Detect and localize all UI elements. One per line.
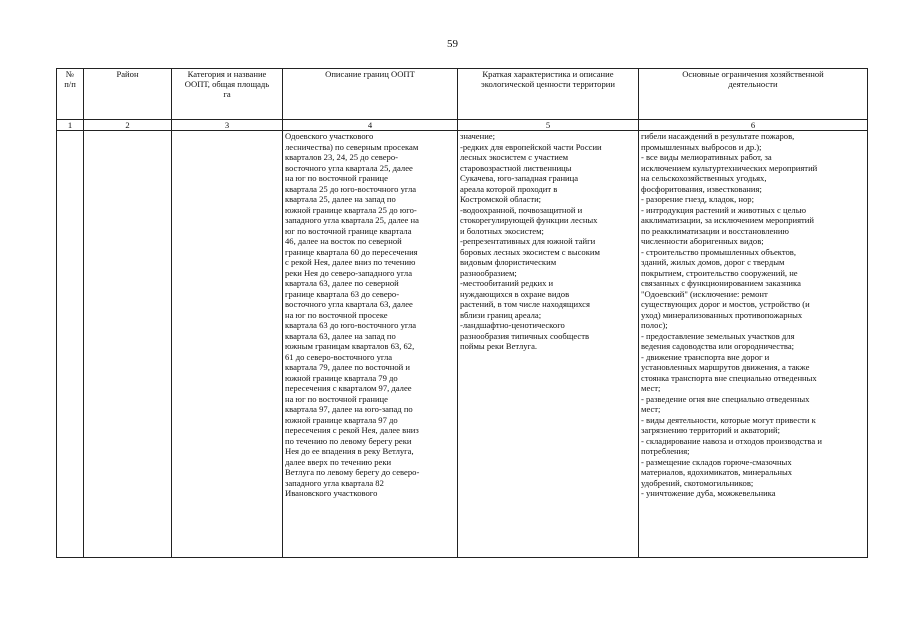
cell-text-line: старовозрастной лиственницы: [460, 162, 572, 173]
col-number: 2: [84, 120, 172, 131]
cell-text-line: южной границе квартала 97 до: [285, 414, 398, 425]
cell-text-line: Ветлуга по левому берегу до северо-: [285, 467, 420, 477]
cell-text-line: и болотных экосистем;: [460, 225, 544, 236]
cell-text-line: боровых лесных экосистем с высоким: [460, 246, 600, 257]
cell-no: [57, 131, 84, 558]
cell-text-line: поймы реки Ветлуга.: [460, 341, 538, 351]
cell-text-line: на юг по восточной просеке: [285, 309, 388, 320]
cell-text-line: на сельскохозяйственных угодьях,: [641, 173, 767, 183]
cell-text-line: квартала 25, далее на запад по: [285, 194, 396, 204]
cell-text-line: лесных экосистем с участием: [460, 152, 569, 162]
col-header-restrictions: [639, 69, 868, 120]
cell-text-line: лесничества) по северным просекам: [285, 141, 419, 152]
cell-text-line: -ландшафтно-ценотического: [460, 320, 565, 330]
col-header-boundaries: [283, 69, 458, 120]
cell-text-line: пересечения с рекой Нея, далее вниз: [285, 425, 419, 435]
cell-text-line: квартала 97, далее на юго-запад по: [285, 404, 413, 414]
col-number: 3: [172, 120, 283, 131]
cell-text-line: потребления;: [641, 446, 690, 456]
cell-text-line: фосфоритования, известкования;: [641, 183, 762, 194]
cell-text-line: южной границе квартала 25 до юго-: [285, 204, 417, 215]
protected-areas-table: [56, 68, 868, 558]
cell-text-line: мест;: [641, 383, 661, 393]
col-header-line: ООПТ, общая площадь: [184, 79, 270, 89]
cell-text-line: - виды деятельности, которые могут привести к: [641, 414, 816, 425]
cell-text-line: далее вверх по течению реки: [285, 456, 392, 467]
cell-text-line: - строительство промышленных объектов,: [641, 246, 796, 257]
col-header-line: га: [223, 89, 231, 99]
cell-text-line: нуждающихся в охране видов: [460, 288, 570, 299]
cell-text-line: по реакклиматизации и восстановлению: [641, 225, 789, 236]
cell-text-line: Ивановского участкового: [285, 488, 378, 498]
cell-text-line: - интродукция растений и животных с целью: [641, 204, 807, 215]
cell-text-line: -местообитаний редких и: [460, 278, 554, 288]
header-row: [57, 69, 868, 120]
cell-text-line: границе квартала 63 до северо-: [285, 288, 400, 299]
cell-text-line: существующих дорог и мостов, устройство (и: [641, 299, 810, 309]
cell-text-line: реки Нея до северо-западного угла: [285, 267, 413, 278]
cell-text-line: растений, в том числе находящихся: [460, 299, 590, 309]
cell-restrictions: [639, 131, 868, 558]
cell-text-line: квартала 63, далее на запад по: [285, 330, 396, 341]
cell-text-line: разнообразием;: [460, 267, 517, 278]
cell-text-line: мест;: [641, 404, 661, 414]
cell-text-line: стокорегулирующей функции лесных: [460, 215, 598, 225]
cell-text-line: по течению по левому берегу реки: [285, 435, 412, 446]
col-header-characteristics: [458, 69, 639, 120]
col-header-line: Краткая характеристика и описание: [482, 69, 614, 79]
cell-text-line: - разведение огня вне специально отведенных: [641, 393, 810, 404]
cell-text-line: юг по восточной границе квартала: [285, 225, 412, 236]
cell-text-line: гибели насаждений в результате пожаров,: [641, 131, 795, 141]
cell-text-line: материалов, ядохимикатов, минеральных: [641, 467, 793, 477]
cell-text-line: кварталов 23, 24, 25 до северо-: [285, 152, 399, 162]
col-header-line: Категория и название: [187, 69, 267, 79]
cell-text-line: удобрений, скотомогильников;: [641, 477, 754, 488]
cell-text-line: -водоохранной, почвозащитной и: [460, 204, 583, 215]
cell-text-line: ведения садоводства или огородничества;: [641, 341, 795, 351]
cell-text-line: Нея до ее впадения в реку Ветлуга,: [285, 446, 414, 456]
cell-text-line: 46, далее на восток по северной: [285, 236, 402, 246]
cell-text-line: западного угла квартала 25, далее на: [285, 215, 419, 225]
col-header-line: №: [65, 69, 75, 79]
cell-text-line: уход) минерализованных противопожарных: [641, 309, 803, 320]
cell-text-line: западного угла квартала 82: [285, 477, 384, 488]
cell-text-line: пересечения с кварталом 97, далее: [285, 383, 412, 393]
cell-category: [172, 131, 283, 558]
cell-text-line: квартала 25 до юго-восточного угла: [285, 183, 417, 194]
cell-text-line: акклиматизации, за исключением мероприятий: [641, 215, 814, 225]
cell-text-line: связанных с функционированием заказника: [641, 278, 801, 288]
cell-text-line: границе квартала 60 до пересечения: [285, 246, 418, 257]
cell-text-line: полос);: [641, 320, 668, 330]
col-header-line: деятельности: [728, 79, 778, 89]
cell-text-line: южной границе квартала 79 до: [285, 372, 398, 383]
cell-text-line: - размещение складов горюче-смазочных: [641, 456, 792, 467]
col-header-district: [84, 69, 172, 120]
cell-text-line: - уничтожение дуба, можжевельника: [641, 488, 776, 498]
cell-text-line: Костромской области;: [460, 194, 542, 204]
cell-text-line: - разорение гнезд, кладок, нор;: [641, 194, 754, 204]
col-number: 5: [458, 120, 639, 131]
col-header-line: п/п: [64, 79, 76, 89]
cell-text-line: "Одоевский" (исключение: ремонт: [641, 288, 768, 299]
cell-text-line: Сукачева, юго-западная граница: [460, 173, 579, 183]
cell-text-line: зданий, жилых домов, дорог с твердым: [641, 257, 785, 267]
cell-text-line: - движение транспорта вне дорог и: [641, 351, 770, 362]
cell-text-line: -репрезентативных для южной тайги: [460, 236, 596, 246]
cell-text-line: разнообразия типичных сообществ: [460, 330, 590, 341]
cell-text-line: восточного угла квартала 25, далее: [285, 162, 413, 173]
cell-text-line: - предоставление земельных участков для: [641, 330, 795, 341]
col-header-line: экологической ценности территории: [481, 79, 615, 89]
cell-text-line: - все виды мелиоративных работ, за: [641, 152, 772, 162]
cell-district: [84, 131, 172, 558]
cell-text-line: квартала 63 до юго-восточного угла: [285, 320, 417, 330]
col-header-no: [57, 69, 84, 120]
cell-text-line: установленных маршрутов движения, а также: [641, 362, 810, 372]
col-header-line: Район: [116, 69, 139, 79]
cell-text-line: восточного угла квартала 63, далее: [285, 299, 413, 309]
cell-text-line: 61 до северо-восточного угла: [285, 351, 393, 362]
cell-text-line: Одоевского участкового: [285, 131, 374, 141]
col-header-line: Описание границ ООПТ: [325, 69, 415, 79]
cell-text-line: южным границам кварталов 63, 62,: [285, 341, 415, 351]
cell-text-line: численности аборигенных видов;: [641, 236, 764, 246]
cell-text-line: стоянка транспорта вне специально отведенных: [641, 372, 817, 383]
cell-text-line: значение;: [460, 131, 495, 141]
col-number: 1: [57, 120, 84, 131]
cell-text-line: видовым флористическим: [460, 257, 557, 267]
cell-text-line: -редких для европейской части России: [460, 141, 602, 152]
page-number: 59: [447, 38, 458, 50]
col-header-category: [172, 69, 283, 120]
cell-text-line: промышленных выбросов и др.);: [641, 141, 762, 152]
column-number-row: [57, 120, 868, 131]
cell-text-line: на юг по восточной границе: [285, 173, 388, 183]
col-number: 4: [283, 120, 458, 131]
cell-text-line: - складирование навоза и отходов производства и: [641, 435, 822, 446]
cell-text-line: исключением культуртехнических мероприятий: [641, 162, 818, 173]
cell-text-line: ареала которой проходит в: [460, 183, 558, 194]
cell-text-line: покрытием, строительство сооружений, не: [641, 267, 798, 278]
cell-boundaries: [283, 131, 458, 558]
cell-characteristics: [458, 131, 639, 558]
cell-text-line: квартала 79, далее по восточной и: [285, 362, 410, 372]
col-header-line: Основные ограничения хозяйственной: [682, 69, 824, 79]
cell-text-line: квартала 63, далее по северной: [285, 278, 399, 288]
cell-text-line: вблизи границ ареала;: [460, 309, 542, 320]
col-number: 6: [639, 120, 868, 131]
table-row: [57, 131, 868, 558]
cell-text-line: на юг по восточной границе: [285, 393, 388, 404]
cell-text-line: загрязнению территорий и акваторий;: [641, 425, 780, 435]
cell-text-line: с рекой Нея, далее вниз по течению: [285, 257, 416, 267]
